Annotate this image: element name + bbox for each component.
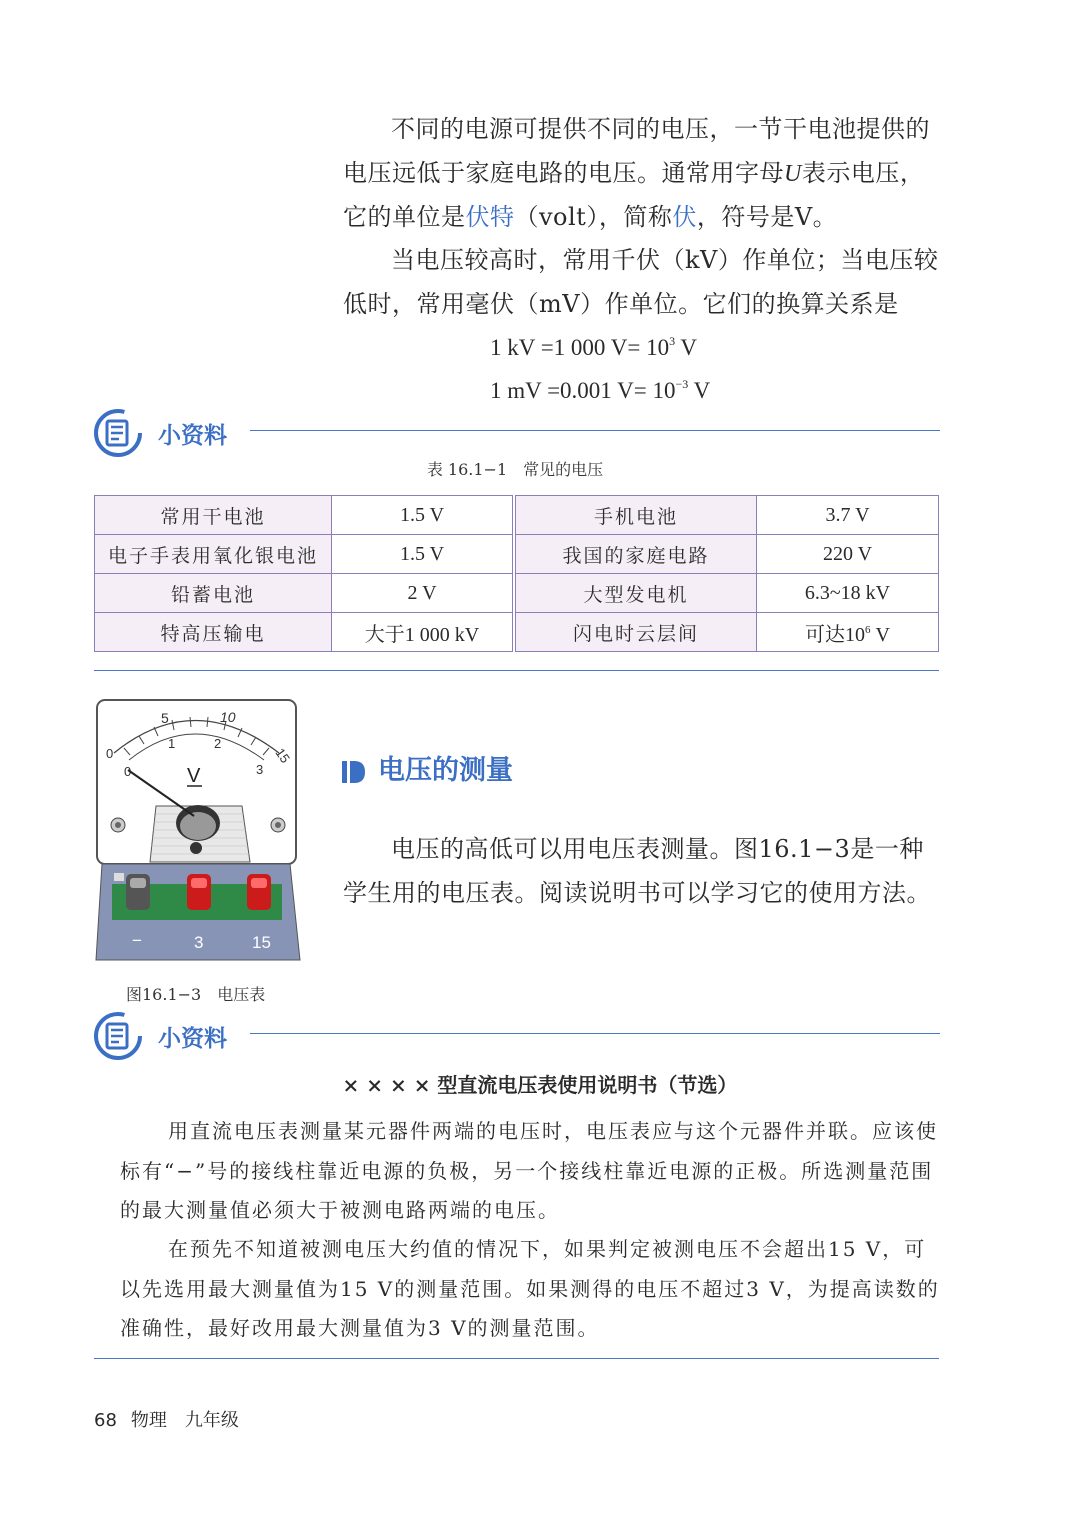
voltage-table [94, 495, 939, 652]
note-rule-1 [250, 430, 940, 431]
scale-label-3: 3 [256, 762, 264, 777]
table-row [95, 574, 939, 613]
note-label-2: 小资料 [158, 1026, 227, 1052]
manual-paragraph-1: 用直流电压表测量某元器件两端的电压时，电压表应与这个元器件并联。应该使标有“−”号的接线柱靠近电源的负极，另一个接线柱靠近电源的正极。所选测量范围的最大测量值必须大于被测电路两端的电压。 [120, 1119, 938, 1222]
section-title: 电压的测量 [342, 748, 513, 787]
table-cell: 电子手表用氧化银电池 [95, 535, 332, 574]
table-cell: 6.3~18 kV [757, 574, 939, 613]
formula-kv: 1 kV =1 000 $V= 10^3$ V [490, 334, 698, 360]
section-marker-icon [342, 759, 366, 785]
terminal-label-negative: − [132, 931, 142, 950]
table-cell: 手机电池 [516, 496, 757, 535]
scale-label-2: 2 [214, 736, 222, 751]
page-number: 68 [94, 1410, 117, 1431]
note-end-rule-2 [94, 1358, 939, 1359]
table-cell: 特高压输电 [95, 613, 332, 652]
note-end-rule-1 [94, 670, 939, 671]
table-cell: 常用干电池 [95, 496, 332, 535]
scale-label-5: 5 [161, 710, 169, 726]
voltage-variable: U [784, 160, 802, 187]
table-cell: 220 V [757, 535, 939, 574]
table-cell: 闪电时云层间 [516, 613, 757, 652]
formula-mv: 1 mV =0.001 $V= 10^{-3}$ V [490, 377, 711, 403]
table-cell: 可达$10^6$ V [757, 613, 939, 652]
table-cell: 1.5 V [332, 496, 513, 535]
table-cell: 2 V [332, 574, 513, 613]
info-book-icon [92, 1010, 144, 1062]
table-caption: 表 16.1−1 常见的电压 [426, 460, 604, 479]
manual-title: × × × × 型直流电压表使用说明书（节选） [342, 1073, 738, 1097]
note-rule-2 [250, 1033, 940, 1034]
scale-label-10: 10 [220, 709, 236, 725]
term-volt: 伏特 [465, 203, 515, 231]
table-cell: 1.5 V [332, 535, 513, 574]
dial-letter: V [187, 765, 201, 787]
terminal-label-15: 15 [252, 933, 271, 952]
intro-paragraph-2: 当电压较高时，常用千伏（kV）作单位；当电压较低时，常用毫伏（mV）作单位。它们的换算关系是 [343, 246, 939, 318]
table-cell: 铅蓄电池 [95, 574, 332, 613]
table-cell: 我国的家庭电路 [516, 535, 757, 574]
manual-paragraph-2: 在预先不知道被测电压大约值的情况下，如果判定被测电压不会超出15 V，可以先选用最大测量值为15 V的测量范围。如果测得的电压不超过3 V，为提高读数的准确性，最好改用最大测量值为3 V的测量范围。 [120, 1237, 940, 1340]
intro-paragraph-1: 不同的电源可提供不同的电压，一节干电池提供的电压远低于家庭电路的电压。通常用字母U表示电压，它的单位是伏特（volt），简称伏，符号是V。 [343, 115, 930, 231]
voltmeter-figure [94, 698, 304, 966]
table-row [95, 535, 939, 574]
term-volt-short: 伏 [672, 203, 697, 231]
section-paragraph: 电压的高低可以用电压表测量。图16.1−3是一种学生用的电压表。阅读说明书可以学习它的使用方法。 [343, 835, 931, 907]
scale-label-15: 15 [272, 745, 293, 766]
scale-label-1: 1 [168, 736, 176, 751]
terminal-label-3: 3 [194, 933, 204, 952]
table-row [95, 613, 939, 652]
table-cell: 大于1 000 kV [332, 613, 513, 652]
scale-label-0: 0 [124, 764, 132, 779]
scale-label-0-top: 0 [106, 746, 114, 761]
figure-caption: 图16.1−3 电压表 [126, 985, 266, 1004]
info-book-icon [92, 407, 144, 459]
table-cell: 3.7 V [757, 496, 939, 535]
book-subject: 物理 九年级 [130, 1410, 239, 1431]
page-footer [94, 1406, 239, 1432]
table-cell: 大型发电机 [516, 574, 757, 613]
table-row [95, 496, 939, 535]
note-header-1 [92, 407, 940, 463]
note-label-1: 小资料 [158, 423, 227, 449]
note-header-2 [92, 1010, 940, 1066]
